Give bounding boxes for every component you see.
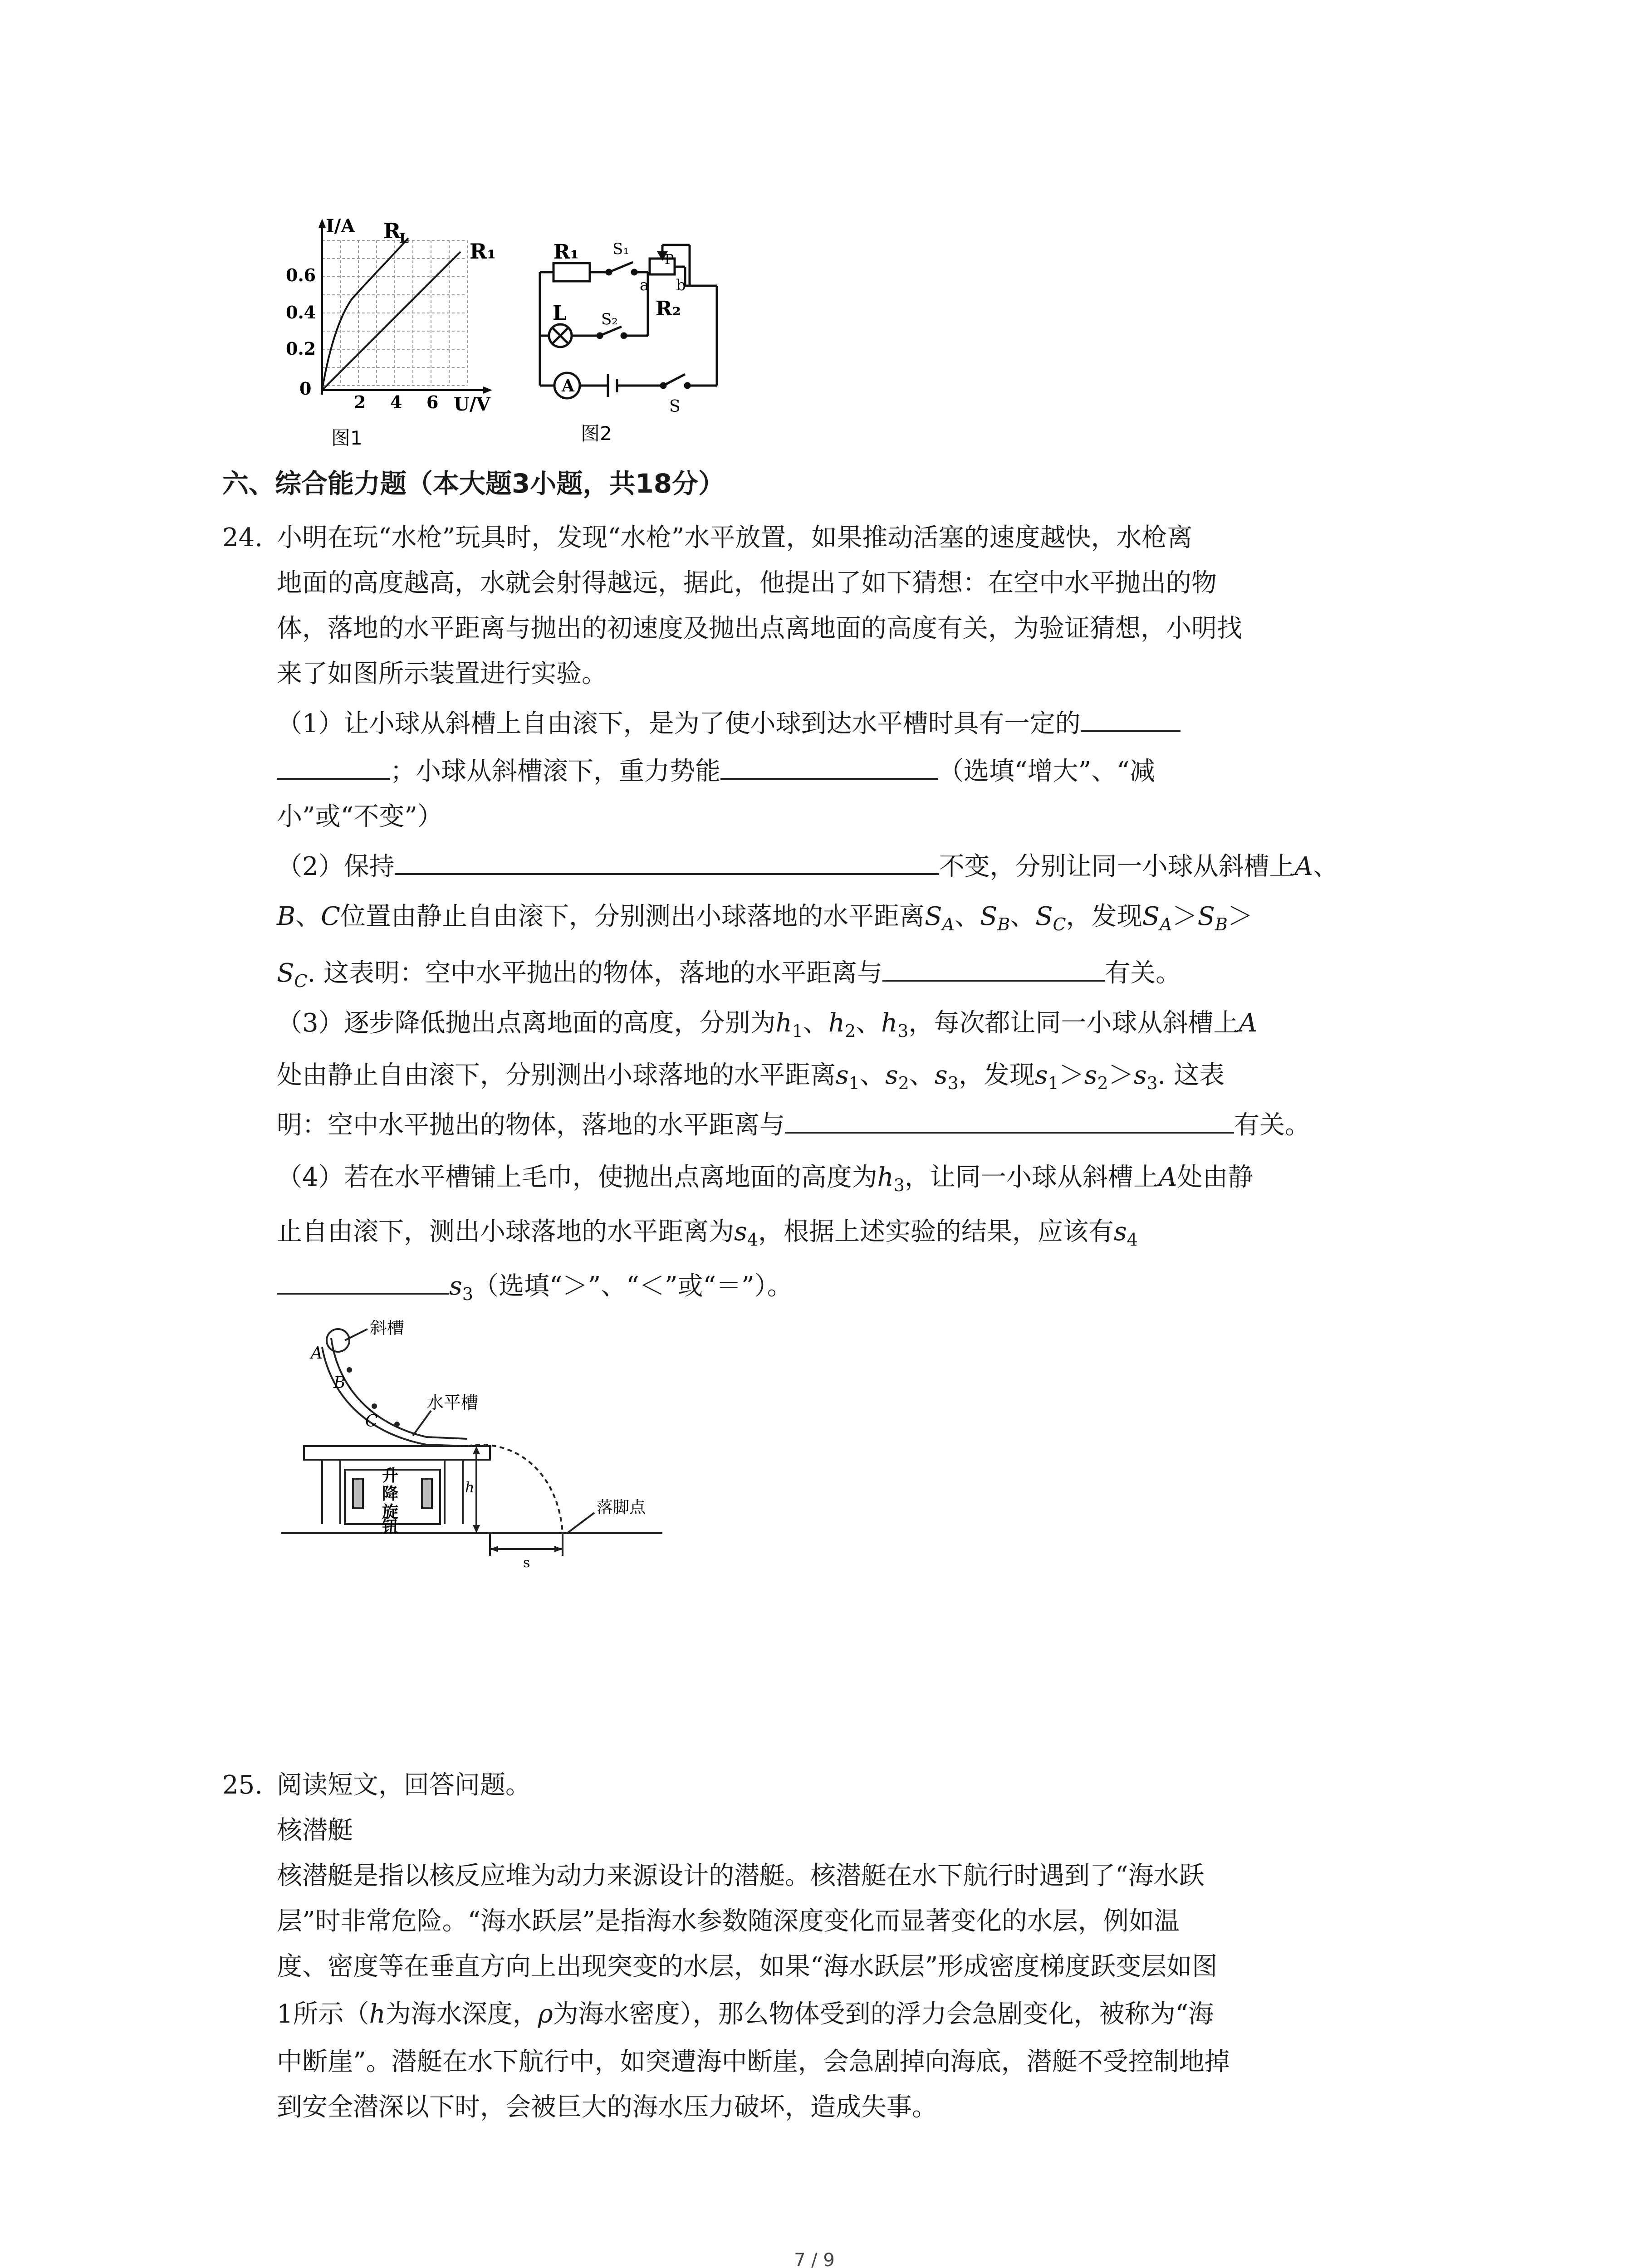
- figure-2-circuit: [531, 227, 744, 454]
- circuit-s1-label: S₁: [612, 240, 629, 258]
- q24-part3-line-2: 处由静止自由滚下，分别测出小球落地的水平距离$s_1$、$s_2$、$s_3$，发现$s_1>s_2>s_3$. 这表: [277, 1061, 1225, 1094]
- q25-line-1: 阅读短文，回答问题。: [277, 1770, 531, 1800]
- q24-part3-line-1: （3）逐步降低抛出点离地面的高度，分别为$h_1$、$h_2$、$h_3$，每次都让同一小球从斜槽上A: [277, 1008, 1257, 1041]
- figure-1-graph: [272, 213, 526, 454]
- fig-slope-label: 斜槽: [370, 1320, 405, 1338]
- fig-horizontal-label: 水平槽: [426, 1393, 479, 1413]
- y-tick-0.6: 0.6: [286, 265, 316, 285]
- q24-part4-line-1: （4）若在水平槽铺上毛巾，使抛出点离地面的高度为$h_3$，让同一小球从斜槽上A处由静: [277, 1163, 1254, 1196]
- answer-blank-2b[interactable]: [882, 975, 1105, 982]
- q24-number: 24.: [222, 523, 263, 552]
- fig-knob-char-1: 升: [382, 1466, 399, 1485]
- fig-point-a: A: [311, 1344, 323, 1363]
- circuit-b-label: b: [676, 276, 686, 294]
- answer-blank-4[interactable]: [277, 1288, 449, 1295]
- rl-curve: [322, 238, 408, 390]
- q24-part1-line-3: 小”或“不变”）: [277, 802, 443, 831]
- q24-part1-line-2: ；小球从斜槽滚下，重力势能 （选填“增大”、“减: [277, 755, 1155, 788]
- rl-label: R: [383, 219, 401, 243]
- fig-point-b: B: [333, 1374, 346, 1392]
- answer-blank-1b[interactable]: [277, 773, 390, 780]
- circuit-s-label: S: [669, 397, 681, 416]
- q25-number: 25.: [222, 1770, 263, 1800]
- q24-intro-line-3: 体，落地的水平距离与抛出的初速度及抛出点离地面的高度有关，为验证猜想，小明找: [277, 614, 1242, 643]
- q25-line-7: 中断崖”。潜艇在水下航行中，如突遭海中断崖，会急剧掉向海底，潜艇不受控制地掉: [277, 2047, 1230, 2077]
- figure-1-caption: 图1: [331, 427, 362, 449]
- fig-point-c: C: [365, 1412, 378, 1431]
- answer-blank-3[interactable]: [785, 1127, 1234, 1134]
- circuit-r1-label: R₁: [554, 240, 579, 264]
- answer-blank-1c[interactable]: [720, 773, 938, 780]
- q24-intro-line-4: 来了如图所示装置进行实验。: [277, 659, 607, 689]
- q24-part2-line-3: $S_C$. 这表明：空中水平抛出的物体，落地的水平距离与 有关。: [277, 958, 1181, 992]
- q25-line-6: 1所示（h为海水深度，ρ为海水密度），那么物体受到的浮力会急剧变化，被称为“海: [277, 1999, 1214, 2029]
- figure-2-caption: 图2: [581, 422, 612, 445]
- q24-part4-line-3: $s_3$（选填“＞”、“＜”或“＝”）。: [277, 1270, 793, 1310]
- fig-h-label: h: [465, 1479, 475, 1496]
- q25-line-4: 层”时非常危险。“海水跃层”是指海水参数随深度变化而显著变化的水层，例如温: [277, 1906, 1180, 1936]
- q24-intro-line-1: 小明在玩“水枪”玩具时，发现“水枪”水平放置，如果推动活塞的速度越快，水枪离: [277, 523, 1193, 552]
- rl-label-sub: L: [399, 230, 409, 246]
- answer-blank-1a[interactable]: [1081, 726, 1181, 732]
- q25-line-3: 核潜艇是指以核反应堆为动力来源设计的潜艇。核潜艇在水下航行时遇到了“海水跃: [277, 1861, 1205, 1891]
- section-title: 六、综合能力题（本大题3小题，共18分）: [222, 468, 725, 499]
- q25-line-8: 到安全潜深以下时，会被巨大的海水压力破坏，造成失事。: [277, 2092, 937, 2122]
- circuit-ammeter-label: A: [562, 376, 574, 396]
- fig-knob-char-4: 钮: [382, 1518, 399, 1536]
- x-tick-2: 2: [354, 392, 366, 412]
- x-axis-label: U/V: [454, 394, 490, 415]
- y-axis-label: I/A: [326, 215, 355, 237]
- q24-part3-line-3: 明：空中水平抛出的物体，落地的水平距离与 有关。: [277, 1110, 1310, 1140]
- q24-part1-line-1: （1）让小球从斜槽上自由滚下，是为了使小球到达水平槽时具有一定的: [277, 708, 1181, 740]
- q24-part2-line-1: （2）保持 不变，分别让同一小球从斜槽上A、: [277, 852, 1339, 881]
- q25-line-5: 度、密度等在垂直方向上出现突变的水层，如果“海水跃层”形成密度梯度跃变层如图: [277, 1952, 1218, 1981]
- circuit-lamp-label: L: [553, 302, 567, 325]
- r1-label: R₁: [470, 239, 496, 264]
- q25-subtitle: 核潜艇: [277, 1816, 353, 1845]
- q24-part4-line-2: 止自由滚下，测出小球落地的水平距离为$s_4$，根据上述实验的结果，应该有$s_4$: [277, 1217, 1138, 1250]
- circuit-p-label: P: [665, 252, 674, 268]
- answer-blank-2a[interactable]: [395, 869, 939, 875]
- x-tick-4: 4: [390, 392, 402, 412]
- y-tick-0.4: 0.4: [286, 302, 316, 323]
- y-tick-0.2: 0.2: [286, 338, 316, 359]
- q24-intro-line-2: 地面的高度越高，水就会射得越远，据此，他提出了如下猜想：在空中水平抛出的物: [277, 568, 1217, 598]
- circuit-s2-label: S₂: [601, 310, 618, 328]
- q24-part2-line-2: B、C位置由静止自由滚下，分别测出小球落地的水平距离$S_A$、$S_B$、$S_C$，发现$S_A>S_B>$: [277, 902, 1253, 935]
- origin-label: 0: [299, 378, 312, 399]
- fig-landing-label: 落脚点: [597, 1498, 646, 1517]
- circuit-r2-label: R₂: [656, 297, 681, 320]
- fig-s-label: s: [523, 1555, 530, 1569]
- q24-apparatus-figure: [277, 1320, 662, 1569]
- fig-knob-char-3: 旋: [382, 1503, 399, 1521]
- r1-line: [322, 252, 460, 390]
- fig-knob-char-2: 降: [382, 1485, 399, 1503]
- x-tick-6: 6: [426, 392, 439, 412]
- circuit-a-label: a: [640, 276, 649, 294]
- page-number: 7 / 9: [794, 2250, 835, 2268]
